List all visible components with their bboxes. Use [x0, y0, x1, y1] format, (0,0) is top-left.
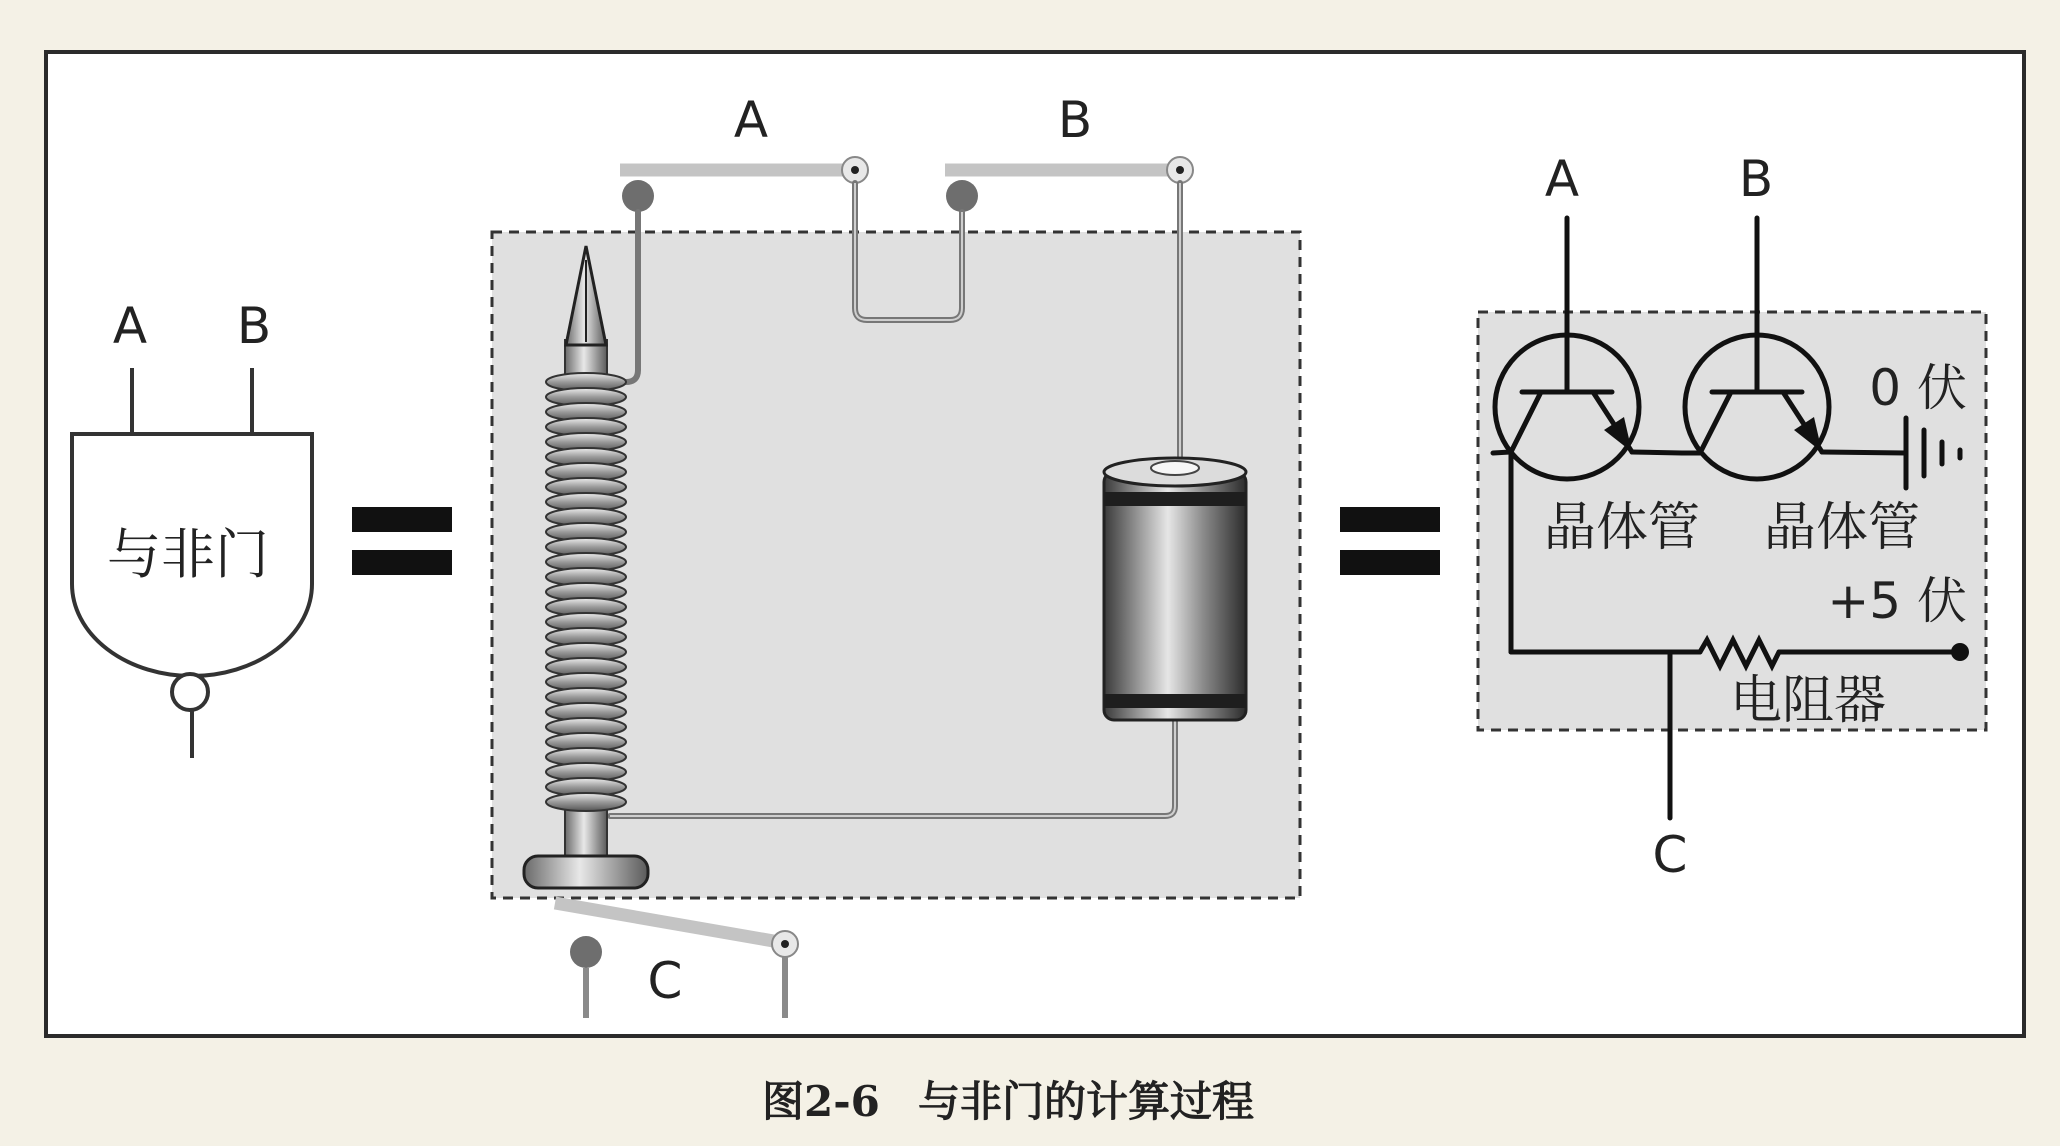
transistor-1-label: 晶体管 [1543, 498, 1701, 558]
switch-c-pivot-dot [781, 940, 789, 948]
switch-a-pivot-dot [851, 166, 859, 174]
relay-output-c-label: C [647, 952, 683, 1010]
transistor-input-b-label: B [1738, 150, 1774, 208]
switch-c-contact [570, 936, 602, 968]
battery [1104, 458, 1246, 720]
transistor-input-a-label: A [1544, 150, 1580, 208]
supply-terminal [1951, 643, 1969, 661]
figure-caption-title: 与非门的计算过程 [918, 1077, 1255, 1126]
coil-winding [546, 793, 626, 811]
gate-input-b-label: B [236, 297, 272, 355]
transistor-output-c-label: C [1652, 826, 1688, 884]
switch-a-contact [622, 180, 654, 212]
resistor-label: 电阻器 [1729, 671, 1887, 731]
relay-input-b-label: B [1057, 91, 1093, 149]
transistor-2-label: 晶体管 [1763, 498, 1921, 558]
relay-input-a-label: A [733, 91, 769, 149]
nail-head [524, 856, 648, 888]
gate-name-label: 与非门 [107, 523, 269, 586]
gate-input-a-label: A [112, 297, 148, 355]
switch-b-contact [946, 180, 978, 212]
figure-caption-number: 图2-6 [762, 1077, 880, 1126]
gate-inversion-bubble [172, 674, 208, 710]
electromagnet-coil [546, 373, 626, 811]
supply-label: +5 伏 [1827, 572, 1967, 630]
ground-label: 0 伏 [1869, 359, 1967, 417]
switch-b-pivot-dot [1176, 166, 1184, 174]
